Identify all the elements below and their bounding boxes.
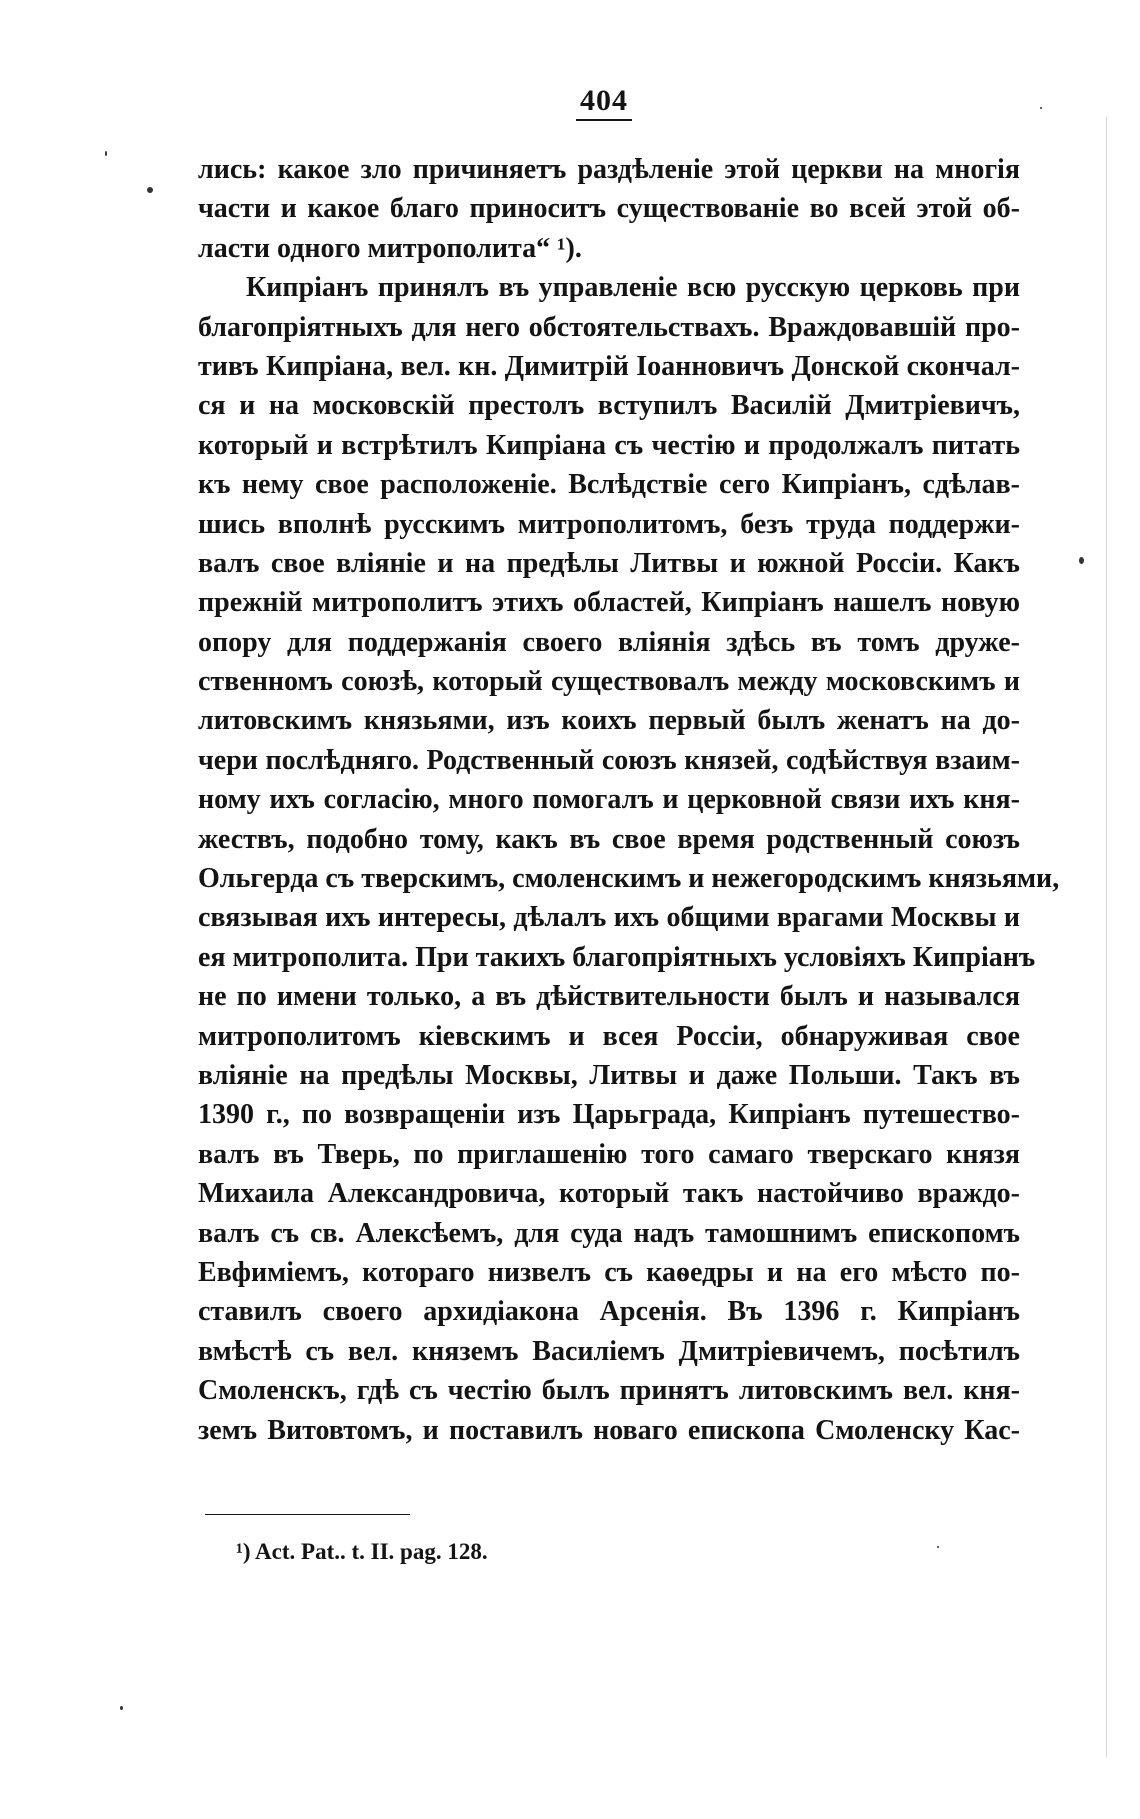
- page-edge-line: [1106, 117, 1107, 1757]
- text-line: Ольгерда съ тверскимъ, смоленскимъ и нежегородскимъ князьями,: [198, 863, 1060, 895]
- text-line: вмѣстѣ съ вел. княземъ Василіемъ Дмитріевичемъ, посѣтилъ: [198, 1335, 1020, 1367]
- text-line: ея митрополита. При такихъ благопріятныхъ условіяхъ Кипріанъ: [198, 941, 1036, 973]
- text-line: чери послѣдняго. Родственный союзъ князей, содѣйствуя взаим-: [198, 744, 1020, 776]
- text-line: прежній митрополитъ этихъ областей, Кипріанъ нашелъ новую: [198, 587, 1020, 619]
- text-line: который и встрѣтилъ Кипріана съ честію и продолжалъ питать: [198, 429, 1020, 461]
- text-line: части и какое благо приноситъ существованіе во всей этой об-: [198, 193, 1020, 225]
- text-line: ственномъ союзѣ, который существовалъ между московскимъ и: [198, 666, 1020, 698]
- text-line: литовскимъ князьями, изъ коихъ первый былъ женатъ на до-: [198, 705, 1020, 737]
- text-line: Кипріанъ принялъ въ управленіе всю русскую церковь при: [246, 272, 1020, 304]
- text-line: не по имени только, а въ дѣйствительности былъ и назывался: [198, 981, 1020, 1013]
- scan-speck: [1040, 107, 1042, 109]
- text-line: Евфиміемъ, котораго низвелъ съ каѳедры и на его мѣсто по-: [198, 1256, 1020, 1288]
- footnote: ¹) Act. Pat.. t. II. pag. 128.: [236, 1539, 488, 1564]
- text-line: валъ свое вліяніе и на предѣлы Литвы и южной Россіи. Какъ: [198, 547, 1020, 579]
- text-line: 1390 г., по возвращеніи изъ Царьграда, Кипріанъ путешество-: [198, 1099, 1020, 1131]
- scan-speck: [147, 187, 153, 193]
- text-line: земъ Витовтомъ, и поставилъ новаго епископа Смоленску Кас-: [198, 1414, 1020, 1446]
- text-line: связывая ихъ интересы, дѣлалъ ихъ общими врагами Москвы и: [198, 902, 1020, 934]
- text-line: вліяніе на предѣлы Москвы, Литвы и даже Польши. Такъ въ: [198, 1059, 1020, 1091]
- text-line: ному ихъ согласію, много помогалъ и церковной связи ихъ кня-: [198, 784, 1020, 816]
- main-text: [198, 150, 1060, 1450]
- scan-speck: [1079, 557, 1084, 564]
- text-line: Михаила Александровича, который такъ настойчиво враждо-: [198, 1178, 1020, 1210]
- text-line: валъ въ Тверь, по приглашенію того самаго тверскаго князя: [198, 1138, 1020, 1170]
- page-number: 404: [576, 84, 632, 121]
- text-line: Смоленскъ, гдѣ съ честію былъ принятъ литовскимъ вел. кня-: [198, 1375, 1020, 1407]
- text-line: жествъ, подобно тому, какъ въ свое время родственный союзъ: [198, 823, 1020, 855]
- text-line: ласти одного митрополита“ ¹).: [198, 232, 582, 264]
- scan-speck: [120, 1706, 123, 1710]
- text-line: тивъ Кипріана, вел. кн. Димитрій Іоанновичъ Донской скончал-: [198, 350, 1020, 382]
- text-line: лись: какое зло причиняетъ раздѣленіе этой церкви на многія: [198, 154, 1020, 185]
- text-line: ся и на московскій престолъ вступилъ Василій Дмитріевичъ,: [198, 390, 1020, 422]
- scan-speck: [937, 1546, 939, 1548]
- text-line: къ нему свое расположеніе. Вслѣдствіе сего Кипріанъ, сдѣлав-: [198, 469, 1020, 501]
- text-line: ставилъ своего архидіакона Арсенія. Въ 1396 г. Кипріанъ: [198, 1296, 1020, 1328]
- text-line: благопріятныхъ для него обстоятельствахъ. Враждовавшій про-: [198, 311, 1020, 343]
- text-line: митрополитомъ кіевскимъ и всея Россіи, обнаруживая свое: [198, 1020, 1020, 1052]
- footnote-divider: [205, 1514, 410, 1515]
- text-line: валъ съ св. Алексѣемъ, для суда надъ тамошнимъ епископомъ: [198, 1217, 1020, 1249]
- scan-speck: [105, 151, 107, 156]
- text-line: шись вполнѣ русскимъ митрополитомъ, безъ труда поддержи-: [198, 508, 1020, 540]
- text-line: опору для поддержанія своего вліянія здѣсь въ томъ друже-: [198, 626, 1020, 658]
